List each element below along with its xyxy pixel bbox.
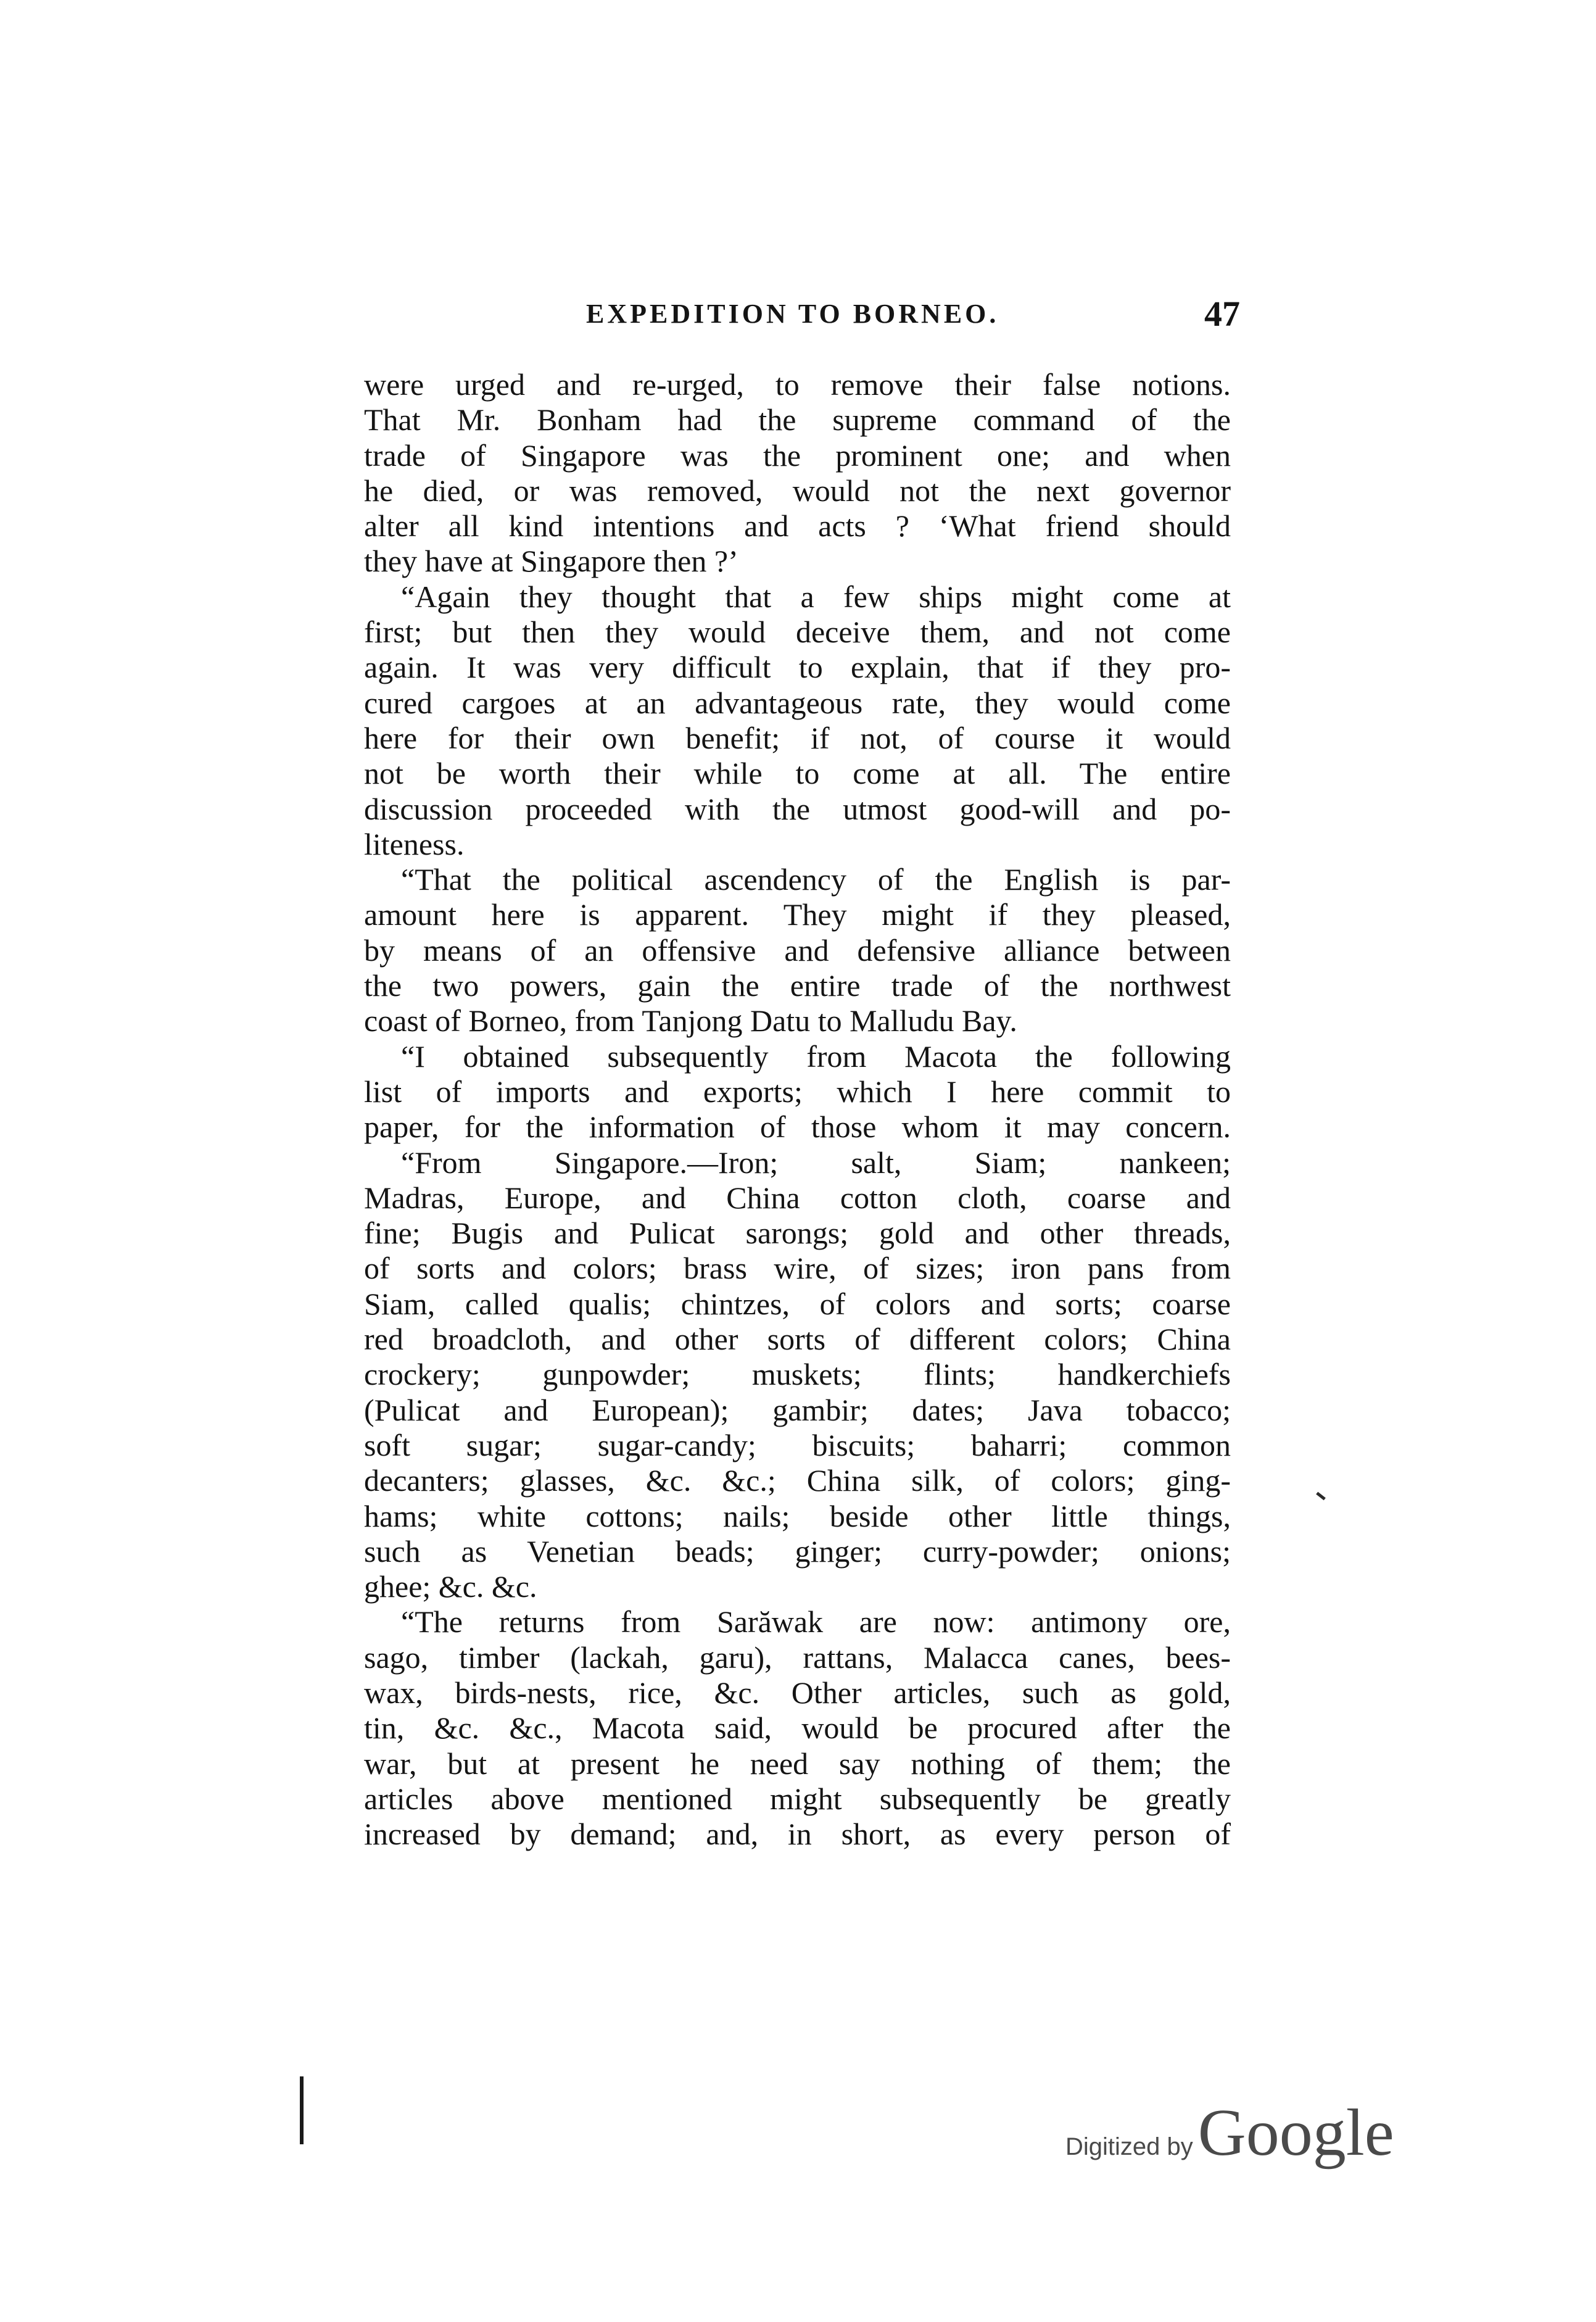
text-line: trade of Singapore was the prominent one; and when — [364, 437, 1231, 473]
text-line: (Pulicat and European); gambir; dates; Java tobacco; — [364, 1392, 1231, 1427]
body-text — [364, 367, 1231, 1852]
text-line: “From Singapore.—Iron; salt, Siam; nankeen; — [401, 1145, 1231, 1180]
text-line: liteness. — [364, 826, 465, 861]
text-line: Madras, Europe, and China cotton cloth, coarse and — [364, 1180, 1231, 1215]
text-line: “Again they thought that a few ships might come at — [401, 579, 1231, 614]
text-line: hams; white cottons; nails; beside other little things, — [364, 1498, 1231, 1533]
text-line: discussion proceeded with the utmost good-will and po- — [364, 791, 1231, 826]
digitized-by-google-watermark — [1065, 2095, 1394, 2170]
text-line: first; but then they would deceive them, and not come — [364, 615, 1231, 650]
text-line: soft sugar; sugar-candy; biscuits; baharri; common — [364, 1427, 1231, 1462]
margin-tick — [1316, 1492, 1326, 1501]
text-line: “That the political ascendency of the English is par- — [401, 862, 1231, 897]
text-line: such as Venetian beads; ginger; curry-powder; onions; — [364, 1533, 1231, 1569]
text-line: paper, for the information of those whom it may concern. — [364, 1109, 1231, 1145]
margin-stroke — [300, 2076, 304, 2144]
text-line: were urged and re-urged, to remove their false notions. — [364, 367, 1231, 402]
watermark-brand: Google — [1197, 2096, 1394, 2170]
text-line: fine; Bugis and Pulicat sarongs; gold and other threads, — [364, 1216, 1231, 1251]
text-line: coast of Borneo, from Tanjong Datu to Malludu Bay. — [364, 1003, 1017, 1039]
text-line: list of imports and exports; which I here commit to — [364, 1074, 1231, 1109]
text-line: of sorts and colors; brass wire, of sizes; iron pans from — [364, 1251, 1231, 1286]
page-number: 47 — [1204, 294, 1240, 334]
text-line: war, but at present he need say nothing of them; the — [364, 1746, 1231, 1781]
text-line: wax, birds-nests, rice, &c. Other articles, such as gold, — [364, 1675, 1231, 1710]
text-line: again. It was very difficult to explain, that if they pro- — [364, 650, 1231, 685]
text-line: he died, or was removed, would not the next governor — [364, 473, 1231, 508]
text-line: sago, timber (lackah, garu), rattans, Malacca canes, bees- — [364, 1640, 1231, 1675]
text-line: not be worth their while to come at all. The entire — [364, 756, 1231, 791]
text-line: tin, &c. &c., Macota said, would be procured after the — [364, 1710, 1231, 1746]
text-line: amount here is apparent. They might if they pleased, — [364, 897, 1231, 932]
text-line: That Mr. Bonham had the supreme command of the — [364, 402, 1231, 437]
text-line: increased by demand; and, in short, as every person of — [364, 1817, 1231, 1852]
text-line: they have at Singapore then ?’ — [364, 544, 738, 579]
text-line: cured cargoes at an advantageous rate, they would come — [364, 685, 1231, 720]
text-line: by means of an offensive and defensive alliance between — [364, 932, 1231, 968]
running-head — [364, 293, 1240, 336]
text-line: the two powers, gain the entire trade of the northwest — [364, 968, 1231, 1003]
text-line: here for their own benefit; if not, of course it would — [364, 720, 1231, 755]
text-line: Siam, called qualis; chintzes, of colors and sorts; coarse — [364, 1286, 1231, 1321]
text-line: crockery; gunpowder; muskets; flints; handkerchiefs — [364, 1357, 1231, 1392]
running-title: EXPEDITION TO BORNEO. — [586, 299, 999, 329]
text-line: ghee; &c. &c. — [364, 1569, 537, 1604]
watermark-prefix: Digitized by — [1065, 2133, 1193, 2160]
text-line: “I obtained subsequently from Macota the following — [401, 1039, 1231, 1074]
text-line: alter all kind intentions and acts ? ‘What friend should — [364, 508, 1231, 544]
text-line: decanters; glasses, &c. &c.; China silk, of colors; ging- — [364, 1463, 1231, 1498]
text-line: “The returns from Sarăwak are now: antimony ore, — [401, 1604, 1231, 1640]
text-line: red broadcloth, and other sorts of different colors; China — [364, 1322, 1231, 1357]
text-line: articles above mentioned might subsequently be greatly — [364, 1781, 1231, 1816]
